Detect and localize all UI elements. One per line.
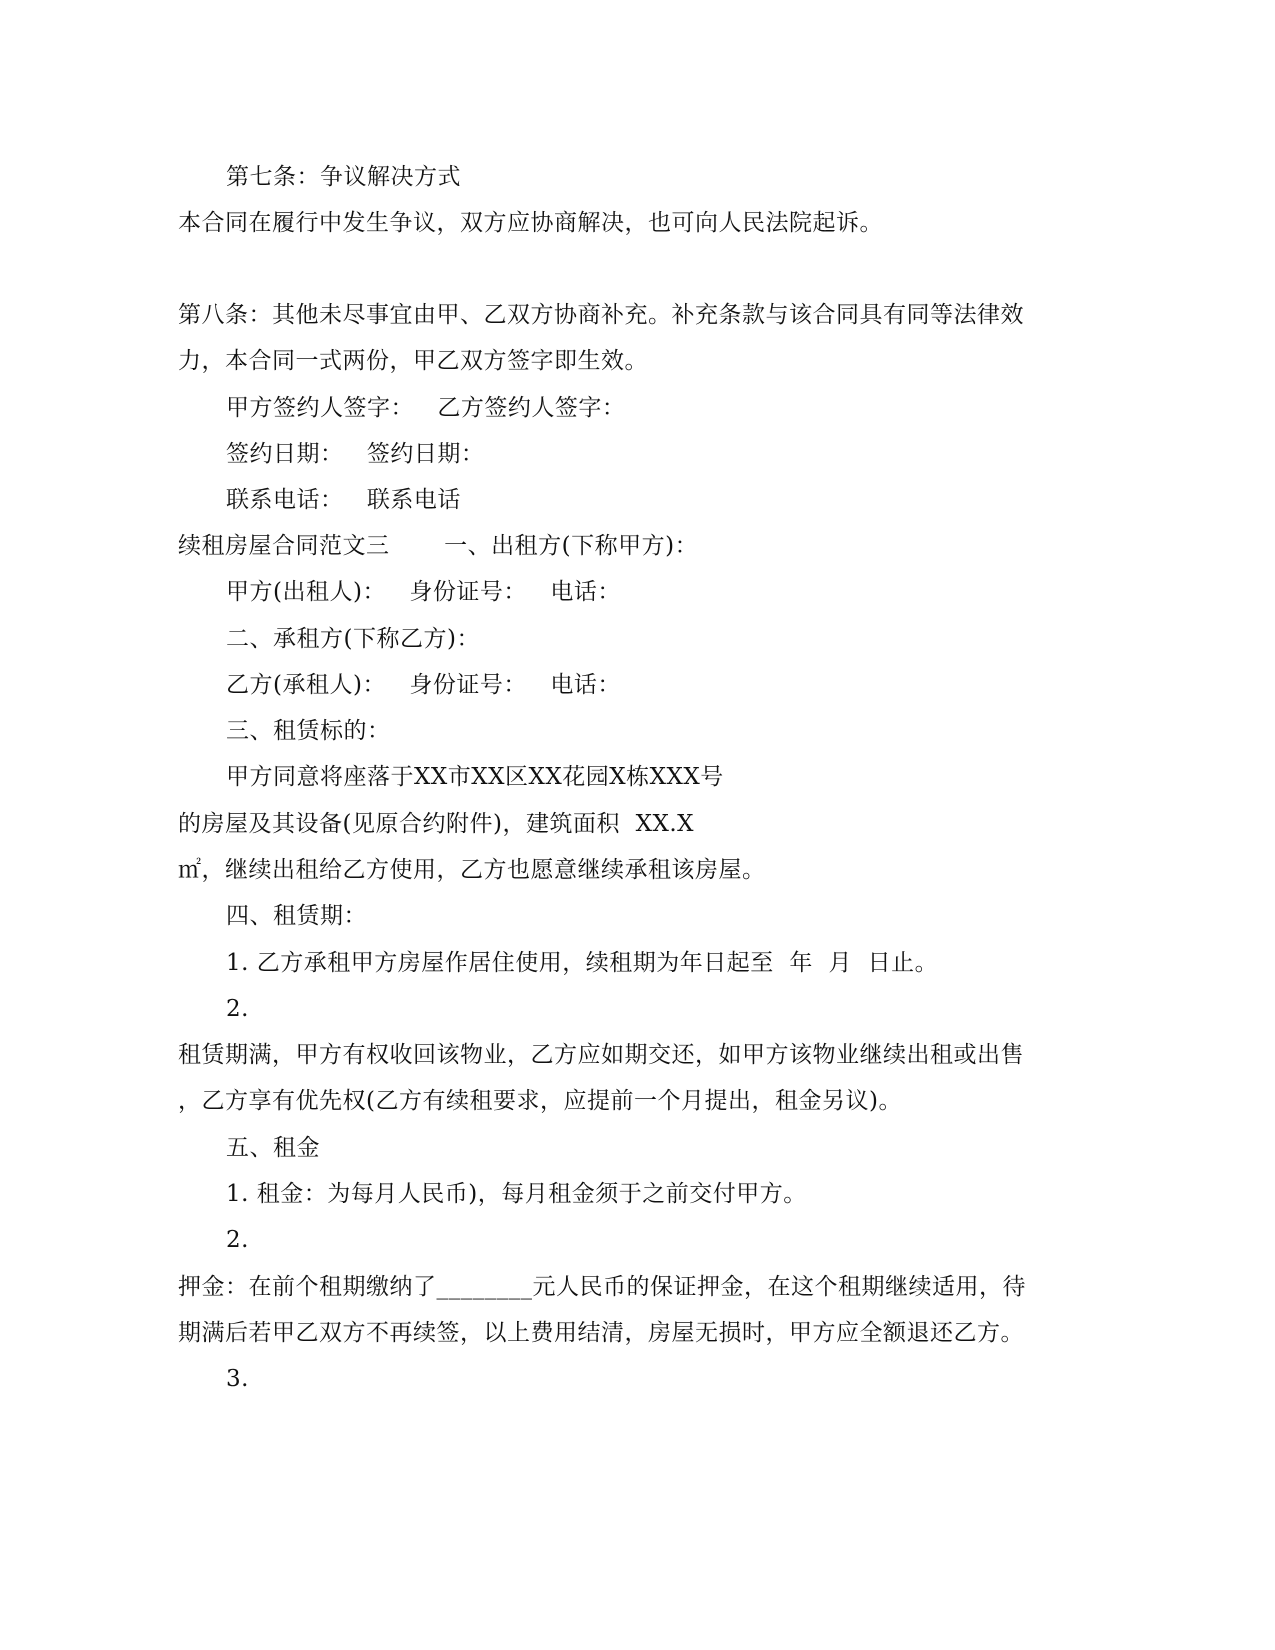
signature-line: 甲方签约人签字： 乙方签约人签字： bbox=[226, 395, 626, 421]
lease-term-item-1: 1. 乙方承租甲方房屋作居住使用，续租期为年日起至 年 月 日止。 bbox=[226, 950, 939, 976]
rent-item-3-number: 3. bbox=[226, 1366, 249, 1392]
lease-object-line-2: 的房屋及其设备(见原合约附件)，建筑面积 XX.X bbox=[178, 811, 695, 837]
lease-term-item-2-number: 2. bbox=[226, 996, 249, 1022]
lease-term-item-2-line-1: 租赁期满，甲方有权收回该物业，乙方应如期交还，如甲方该物业继续出租或出售 bbox=[178, 1042, 1024, 1068]
article-7-heading: 第七条：争议解决方式 bbox=[226, 164, 461, 190]
rent-item-1: 1. 租金：为每月人民币)，每月租金须于之前交付甲方。 bbox=[226, 1181, 807, 1207]
lease-object-heading: 三、租赁标的： bbox=[226, 718, 391, 744]
deposit-line-2: 期满后若甲乙双方不再续签，以上费用结清，房屋无损时，甲方应全额退还乙方。 bbox=[178, 1320, 1024, 1346]
lease-term-heading: 四、租赁期： bbox=[226, 903, 367, 929]
sample-three-heading: 续租房屋合同范文三 一、出租方(下称甲方)： bbox=[178, 533, 699, 559]
lease-object-line-3: ㎡，继续出租给乙方使用，乙方也愿意继续承租该房屋。 bbox=[178, 857, 766, 883]
date-line: 签约日期： 签约日期： bbox=[226, 441, 485, 467]
lease-object-line-1: 甲方同意将座落于XX市XX区XX花园X栋XXX号 bbox=[226, 764, 724, 790]
rent-item-2-number: 2. bbox=[226, 1227, 249, 1253]
phone-line: 联系电话： 联系电话 bbox=[226, 487, 461, 513]
article-7-text: 本合同在履行中发生争议，双方应协商解决，也可向人民法院起诉。 bbox=[178, 210, 883, 236]
article-8-line-2: 力，本合同一式两份，甲乙双方签字即生效。 bbox=[178, 348, 648, 374]
lessee-heading: 二、承租方(下称乙方)： bbox=[226, 626, 480, 652]
deposit-line-1: 押金：在前个租期缴纳了________元人民币的保证押金，在这个租期继续适用，待 bbox=[178, 1274, 1026, 1300]
rent-heading: 五、租金 bbox=[226, 1135, 320, 1161]
lessee-info-line: 乙方(承租人)： 身份证号： 电话： bbox=[226, 672, 621, 698]
lease-term-item-2-line-2: ，乙方享有优先权(乙方有续租要求，应提前一个月提出，租金另议)。 bbox=[178, 1088, 902, 1114]
lessor-info-line: 甲方(出租人)： 身份证号： 电话： bbox=[226, 579, 621, 605]
article-8-line-1: 第八条：其他未尽事宜由甲、乙双方协商补充。补充条款与该合同具有同等法律效 bbox=[178, 302, 1024, 328]
